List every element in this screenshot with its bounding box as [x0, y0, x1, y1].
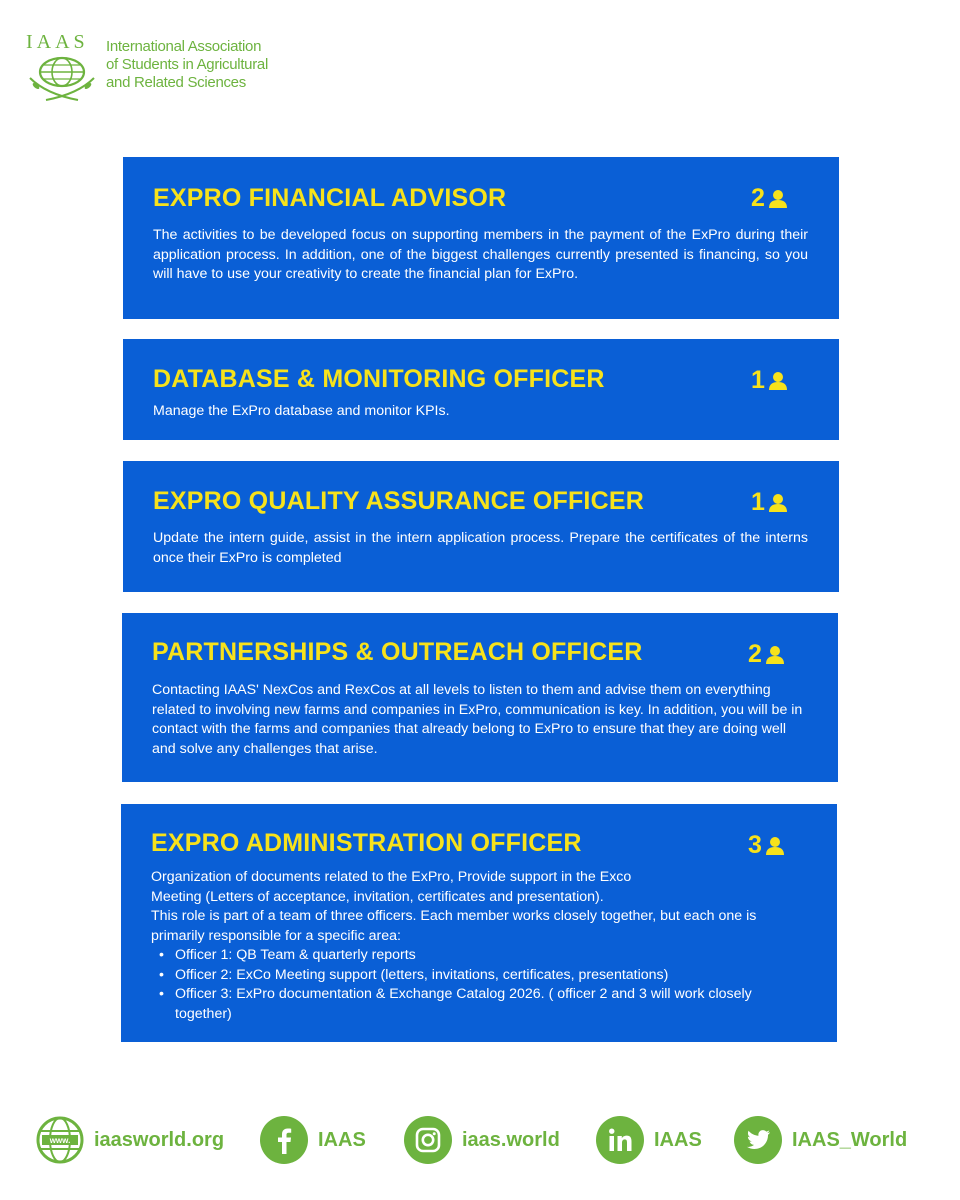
facebook-icon: [260, 1116, 308, 1164]
iaas-logo: [24, 28, 104, 104]
list-item: • Officer 3: ExPro documentation & Exchange Catalog 2026. ( officer 2 and 3 will work closely together): [175, 985, 805, 1024]
twitter-link[interactable]: [734, 1116, 907, 1164]
role-count: [748, 640, 785, 669]
role-description: Manage the ExPro database and monitor KPIs.: [153, 403, 450, 419]
facebook-link[interactable]: [260, 1116, 366, 1164]
role-count-number: 2: [751, 184, 765, 212]
officer-list: [151, 946, 805, 1024]
svg-text:www.: www.: [49, 1136, 71, 1145]
website-text: iaasworld.org: [94, 1128, 225, 1151]
role-title: EXPRO QUALITY ASSURANCE OFFICER: [153, 487, 644, 515]
list-item: • Officer 1: QB Team & quarterly reports: [175, 946, 805, 966]
person-icon: [765, 836, 785, 856]
role-description: [151, 868, 805, 1024]
description-line: Meeting (Letters of acceptance, invitation, certificates and presentation).: [151, 888, 604, 905]
person-icon: [768, 493, 788, 513]
linkedin-text: IAAS: [654, 1128, 702, 1151]
svg-text:IAAS: IAAS: [26, 31, 89, 53]
role-card-quality-assurance: [123, 461, 839, 592]
description-line: Organization of documents related to the ExPro, Provide support in the Exco: [151, 869, 632, 885]
facebook-text: IAAS: [318, 1128, 366, 1151]
role-card-partnerships-outreach: [122, 613, 838, 782]
role-count: [751, 366, 788, 395]
role-count-number: 1: [751, 366, 765, 394]
role-count-number: 3: [748, 831, 762, 859]
person-icon: [765, 645, 785, 665]
person-icon: [768, 189, 788, 209]
globe-icon: [36, 1116, 84, 1164]
footer: [0, 1110, 960, 1170]
role-count: [748, 831, 785, 860]
role-card-administration: [121, 804, 837, 1042]
role-count-number: 2: [748, 640, 762, 668]
role-title: DATABASE & MONITORING OFFICER: [153, 365, 605, 393]
org-name-line-2: of Students in Agricultural: [106, 56, 268, 73]
org-name-line-3: and Related Sciences: [106, 74, 246, 91]
person-icon: [768, 371, 788, 391]
instagram-link[interactable]: [404, 1116, 560, 1164]
twitter-icon: [734, 1116, 782, 1164]
role-description: Contacting IAAS' NexCos and RexCos at all levels to listen to them and advise them on everything related to involving new farms and companies in ExPro, communication is key. In addition, you will be in contact with the farms and companies that already belong to ExPro to ensure that they are doing well and solve any challenges that arise.: [152, 682, 803, 757]
header: [24, 28, 324, 104]
role-title: PARTNERSHIPS & OUTREACH OFFICER: [152, 638, 643, 666]
website-link[interactable]: [36, 1116, 224, 1164]
twitter-text: IAAS_World: [792, 1128, 908, 1151]
linkedin-link[interactable]: [596, 1116, 702, 1164]
description-line: This role is part of a team of three officers. Each member works closely together, but each one is primarily responsible for a specific area:: [151, 908, 757, 944]
role-card-database-monitoring: [123, 339, 839, 440]
linkedin-icon: [596, 1116, 644, 1164]
org-name: [106, 38, 326, 92]
instagram-icon: [404, 1116, 452, 1164]
role-title: EXPRO FINANCIAL ADVISOR: [153, 184, 507, 212]
role-count: [751, 488, 788, 517]
role-description: Update the intern guide, assist in the intern application process. Prepare the certificates of the interns once their ExPro is completed: [153, 530, 808, 566]
role-description: The activities to be developed focus on supporting members in the payment of the ExPro during their application process. In addition, one of the biggest challenges currently presented is financing, so you will have to use your creativity to create the financial plan for ExPro.: [153, 227, 808, 282]
role-title: EXPRO ADMINISTRATION OFFICER: [151, 829, 582, 857]
role-count-number: 1: [751, 488, 765, 516]
list-item: • Officer 2: ExCo Meeting support (letters, invitations, certificates, presentations): [175, 966, 805, 986]
instagram-text: iaas.world: [462, 1128, 560, 1151]
role-count: [751, 184, 788, 213]
role-card-financial-advisor: [123, 157, 839, 319]
org-name-line-1: International Association: [106, 38, 262, 55]
